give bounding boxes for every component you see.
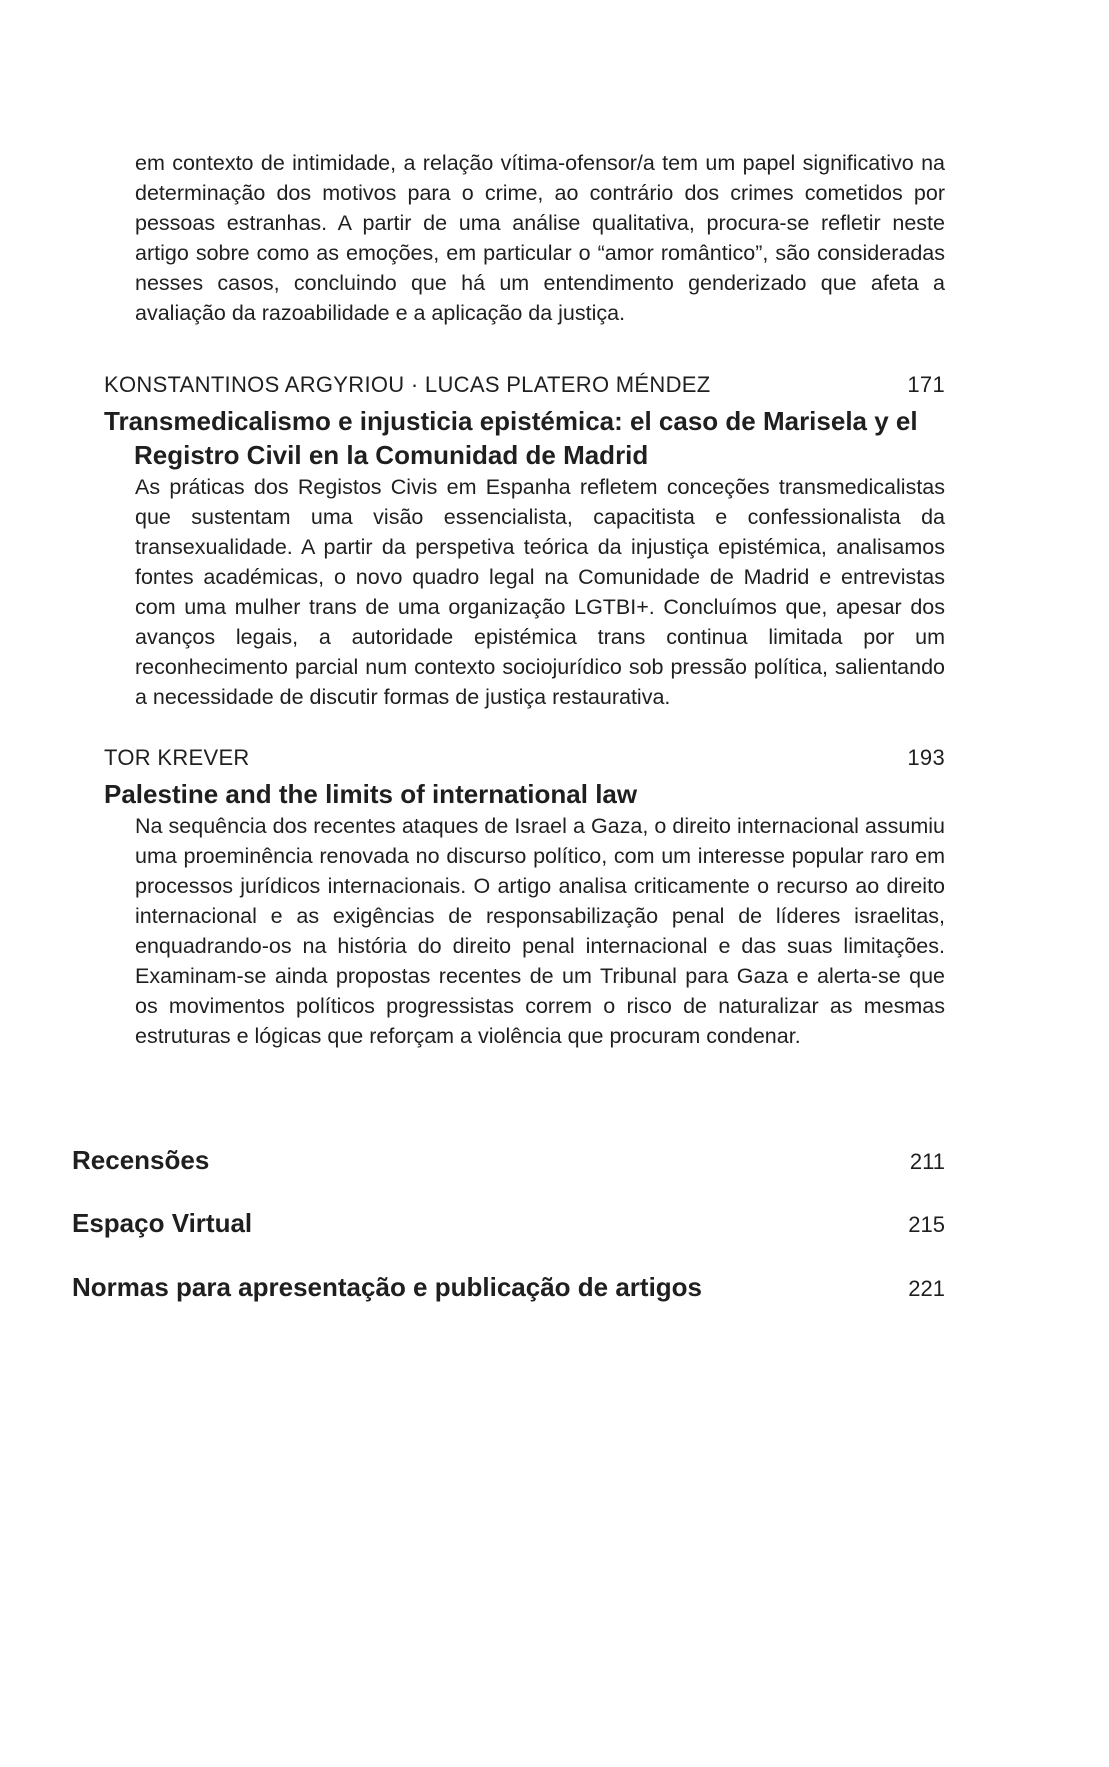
page-number: 221	[908, 1276, 945, 1301]
author-row	[104, 743, 945, 773]
page-number: 215	[908, 1212, 945, 1237]
abstract: As práticas dos Registos Civis em Espanha refletem conceções transmedicalistas que sustentam uma visão essencialista, capacitista e confessionalista da transexualidade. A partir da perspetiva teórica da injustiça epistémica, analisamos fontes académicas, o novo quadro legal na Comunidade de Madrid e entrevistas com uma mulher trans de uma organização LGTBI+. Concluímos que, apesar dos avanços legais, a autoridade epistémica trans continua limitada por um reconhecimento parcial num contexto sociojurídico sob pressão política, salientando a necessidade de discutir formas de justiça restaurativa.	[135, 475, 945, 709]
article-title[interactable]: Palestine and the limits of international law	[104, 779, 638, 809]
toc-section-recensoes[interactable]	[72, 1143, 945, 1179]
authors: KONSTANTINOS ARGYRIOU · LUCAS PLATERO MÉNDEZ	[104, 372, 711, 397]
toc-section-normas[interactable]	[72, 1270, 945, 1306]
section-title: Recensões	[72, 1145, 210, 1175]
page-number: 211	[909, 1149, 945, 1174]
section-title: Espaço Virtual	[72, 1208, 253, 1238]
page-number: 171	[907, 372, 945, 397]
toc-section-espaco-virtual[interactable]	[72, 1206, 945, 1242]
author-row	[104, 370, 945, 400]
toc-entry	[104, 370, 945, 712]
authors: TOR KREVER	[104, 745, 250, 770]
section-title: Normas para apresentação e publicação de artigos	[72, 1272, 703, 1302]
abstract: Na sequência dos recentes ataques de Israel a Gaza, o direito internacional assumiu uma proeminência renovada no discurso político, com um interesse popular raro em processos jurídicos internacionais. O artigo analisa criticamente o recurso ao direito internacional e as exigências de responsabilização penal de líderes israelitas, enquadrando-os na história do direito penal internacional e das suas limitações. Examinam-se ainda propostas recentes de um Tribunal para Gaza e alerta-se que os movimentos políticos progressistas correm o risco de naturalizar as mesmas estruturas e lógicas que reforçam a violência que procuram condenar.	[135, 814, 945, 1048]
page-number: 193	[907, 745, 945, 770]
previous-abstract-continuation: em contexto de intimidade, a relação vítima-ofensor/a tem um papel significativo na determinação dos motivos para o crime, ao contrário dos crimes cometidos por pessoas estranhas. A partir de uma análise qualitativa, procura-se refletir neste artigo sobre como as emoções, em particular o “amor romântico”, são consideradas nesses casos, concluindo que há um entendimento genderizado que afeta a avaliação da razoabilidade e a aplicação da justiça.	[135, 151, 945, 325]
article-title[interactable]: Transmedicalismo e injusticia epistémica: el caso de Marisela y el Registro Civil en la Comunidad de Madrid	[104, 406, 918, 470]
toc-entry	[104, 743, 945, 1051]
